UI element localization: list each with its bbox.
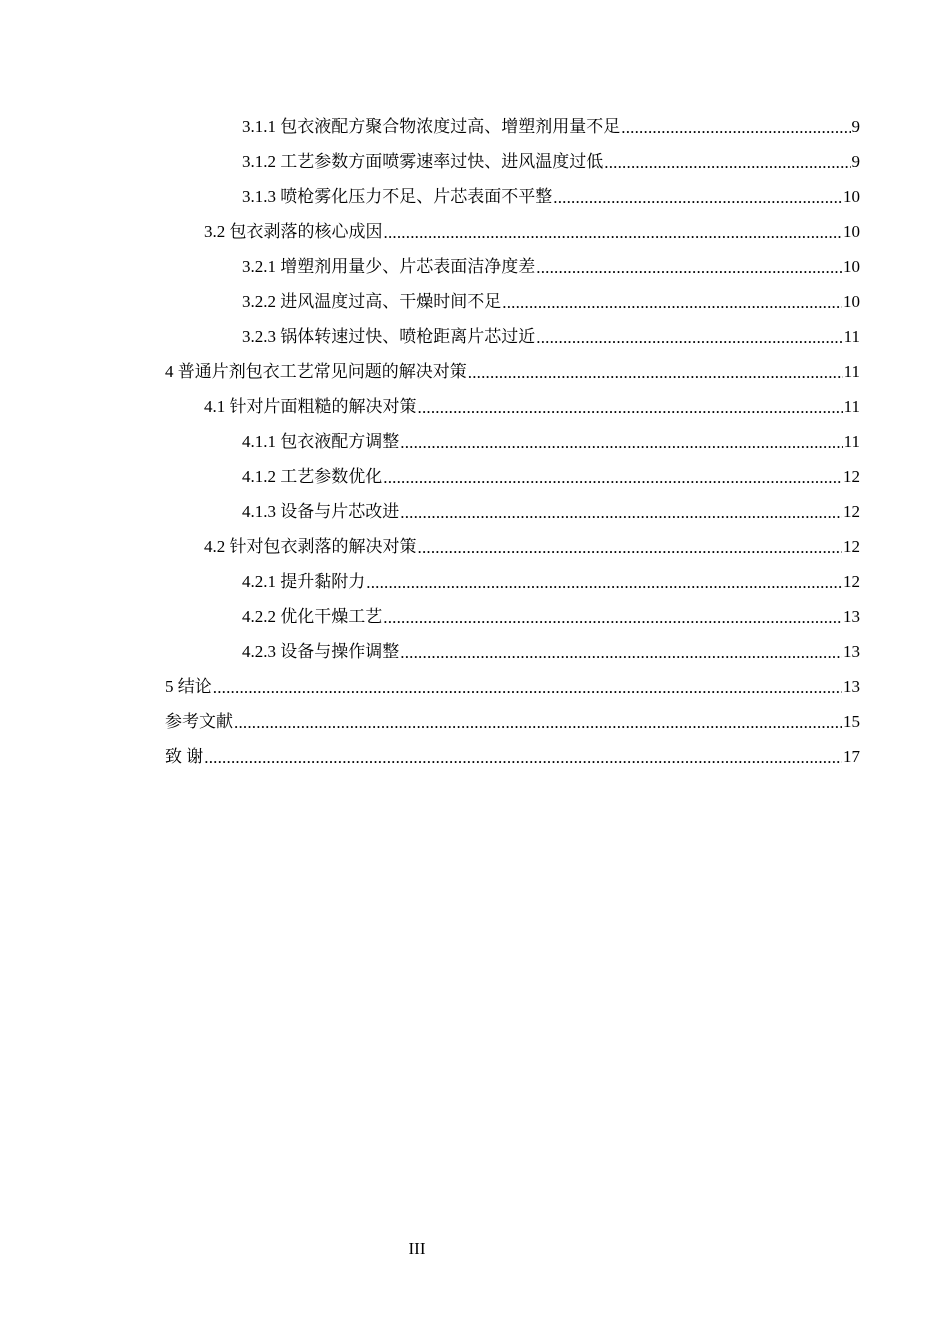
toc-entry-page: 11	[843, 327, 860, 346]
toc-entry-page: 11	[843, 432, 860, 451]
toc-entry[interactable]	[0, 109, 950, 144]
toc-entry-title: 3.2.1 增塑剂用量少、片芯表面洁净度差	[242, 257, 536, 276]
toc-entry-title: 3.1.1 包衣液配方聚合物浓度过高、增塑剂用量不足	[242, 117, 621, 136]
toc-entry-title: 4.1.3 设备与片芯改进	[242, 502, 400, 521]
toc-entry-title: 3.2.2 进风温度过高、干燥时间不足	[242, 292, 502, 311]
toc-leader-dots	[400, 635, 842, 670]
toc-leader-dots	[553, 180, 842, 215]
toc-leader-dots	[366, 565, 842, 600]
toc-leader-dots	[621, 110, 850, 145]
toc-entry-title: 4.2.3 设备与操作调整	[242, 642, 400, 661]
toc-entry-title: 4 普通片剂包衣工艺常见问题的解决对策	[165, 362, 467, 381]
toc-entry[interactable]	[0, 354, 950, 389]
toc-entry[interactable]	[0, 179, 950, 214]
toc-leader-dots	[213, 670, 842, 705]
table-of-contents	[0, 109, 950, 774]
toc-entry[interactable]	[0, 739, 950, 774]
toc-leader-dots	[604, 145, 850, 180]
toc-entry-title: 4.2 针对包衣剥落的解决对策	[204, 537, 417, 556]
toc-entry-page: 12	[843, 537, 860, 556]
toc-entry-page: 10	[843, 187, 860, 206]
toc-entry-title: 4.1.1 包衣液配方调整	[242, 432, 400, 451]
toc-entry-title: 4.1.2 工艺参数优化	[242, 467, 383, 486]
toc-leader-dots	[418, 390, 843, 425]
toc-entry-page: 10	[843, 257, 860, 276]
toc-leader-dots	[502, 285, 842, 320]
toc-entry-page: 9	[851, 117, 860, 136]
toc-leader-dots	[418, 530, 843, 565]
toc-leader-dots	[536, 320, 842, 355]
toc-entry[interactable]	[0, 424, 950, 459]
toc-entry-title: 参考文献	[165, 712, 233, 731]
toc-entry[interactable]	[0, 669, 950, 704]
toc-entry[interactable]	[0, 704, 950, 739]
toc-entry-title: 5 结论	[165, 677, 212, 696]
toc-entry[interactable]	[0, 599, 950, 634]
toc-entry[interactable]	[0, 459, 950, 494]
toc-entry-title: 致 谢	[165, 747, 204, 766]
toc-leader-dots	[536, 250, 842, 285]
toc-entry[interactable]	[0, 214, 950, 249]
toc-entry-page: 9	[851, 152, 860, 171]
toc-entry-page: 17	[843, 747, 860, 766]
toc-entry[interactable]	[0, 634, 950, 669]
toc-entry-page: 12	[843, 467, 860, 486]
toc-entry-page: 13	[843, 677, 860, 696]
toc-entry-title: 3.2 包衣剥落的核心成因	[204, 222, 383, 241]
toc-entry-page: 10	[843, 222, 860, 241]
toc-leader-dots	[383, 600, 842, 635]
toc-leader-dots	[400, 495, 842, 530]
toc-entry-page: 15	[843, 712, 860, 731]
toc-entry-page: 10	[843, 292, 860, 311]
toc-leader-dots	[204, 740, 842, 775]
toc-entry-page: 13	[843, 607, 860, 626]
toc-entry-title: 3.1.2 工艺参数方面喷雾速率过快、进风温度过低	[242, 152, 604, 171]
toc-entry[interactable]	[0, 144, 950, 179]
toc-entry-title: 3.2.3 锅体转速过快、喷枪距离片芯过近	[242, 327, 536, 346]
toc-entry-page: 12	[843, 572, 860, 591]
toc-entry[interactable]	[0, 284, 950, 319]
page-number: III	[408, 1239, 426, 1258]
toc-entry-page: 11	[843, 397, 860, 416]
toc-entry[interactable]	[0, 564, 950, 599]
toc-entry[interactable]	[0, 319, 950, 354]
toc-entry-title: 4.2.2 优化干燥工艺	[242, 607, 383, 626]
toc-entry-title: 4.2.1 提升黏附力	[242, 572, 366, 591]
toc-entry-page: 13	[843, 642, 860, 661]
toc-entry-title: 3.1.3 喷枪雾化压力不足、片芯表面不平整	[242, 187, 553, 206]
page-footer	[0, 1239, 950, 1259]
toc-entry[interactable]	[0, 494, 950, 529]
toc-entry[interactable]	[0, 389, 950, 424]
toc-leader-dots	[400, 425, 842, 460]
toc-entry-page: 11	[843, 362, 860, 381]
toc-leader-dots	[468, 355, 843, 390]
toc-entry-title: 4.1 针对片面粗糙的解决对策	[204, 397, 417, 416]
toc-leader-dots	[383, 460, 842, 495]
toc-entry[interactable]	[0, 529, 950, 564]
toc-entry[interactable]	[0, 249, 950, 284]
toc-leader-dots	[384, 215, 843, 250]
toc-leader-dots	[234, 705, 842, 740]
toc-entry-page: 12	[843, 502, 860, 521]
